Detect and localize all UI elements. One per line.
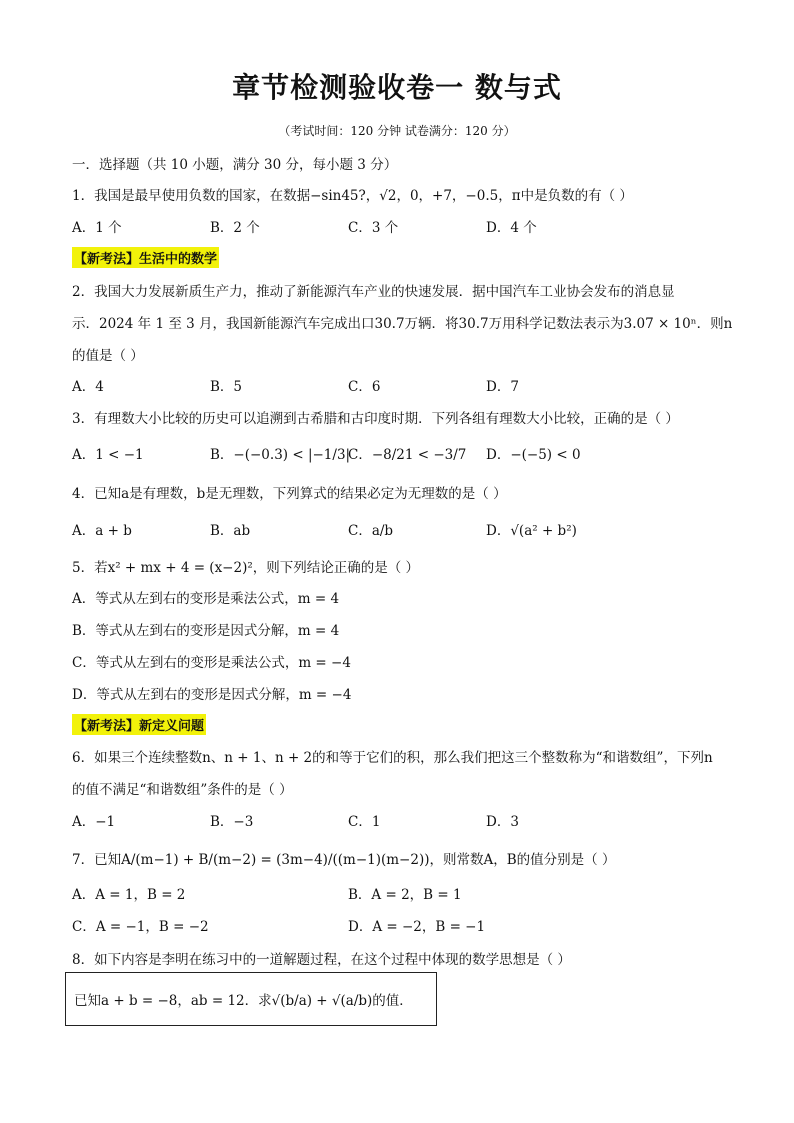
q6-option-b: B．−3 xyxy=(210,814,254,830)
q7-option-b: B．A = 2，B = 1 xyxy=(348,887,462,903)
q2-option-c: C．6 xyxy=(348,379,381,395)
question-2-line-2: 示．2024 年 1 至 3 月，我国新能源汽车完成出口30.7万辆．将30.7万用科学记数法表示为3.07 × 10ⁿ．则n xyxy=(72,316,733,332)
q1-option-c: C．3 个 xyxy=(348,220,399,236)
solution-box-text: 已知a + b = −8，ab = 12．求√(b/a) + √(a/b)的值． xyxy=(74,993,413,1009)
question-7: 7．已知A/(m−1) + B/(m−2) = (3m−4)/((m−1)(m−2))，则常数A，B的值分别是（ ） xyxy=(72,852,616,868)
q3-option-d: D．−(−5) < 0 xyxy=(486,447,581,463)
q5-option-d: D．等式从左到右的变形是因式分解，m = −4 xyxy=(72,687,352,703)
question-2-line-1: 2．我国大力发展新质生产力，推动了新能源汽车产业的快速发展．据中国汽车工业协会发布的消息显 xyxy=(72,284,675,300)
solution-box xyxy=(65,972,437,1026)
q1-option-b: B．2 个 xyxy=(210,220,260,236)
q2-option-b: B．5 xyxy=(210,379,243,395)
tag-life-math: 【新考法】生活中的数学 xyxy=(72,247,219,268)
q2-option-d: D．7 xyxy=(486,379,519,395)
question-8: 8．如下内容是李明在练习中的一道解题过程，在这个过程中体现的数学思想是（ ） xyxy=(72,952,571,968)
q6-option-c: C．1 xyxy=(348,814,381,830)
tag-new-definition: 【新考法】新定义问题 xyxy=(72,714,206,735)
q3-option-a: A．1 < −1 xyxy=(72,447,144,463)
question-1: 1．我国是最早使用负数的国家，在数据−sin45?，√2，0，+7，−0.5，π中是负数的有（ ） xyxy=(72,188,633,204)
q5-option-a: A．等式从左到右的变形是乘法公式，m = 4 xyxy=(72,591,340,607)
q5-option-c: C．等式从左到右的变形是乘法公式，m = −4 xyxy=(72,655,351,671)
q5-option-b: B．等式从左到右的变形是因式分解，m = 4 xyxy=(72,623,340,639)
question-5: 5．若x² + mx + 4 = (x−2)²，则下列结论正确的是（ ） xyxy=(72,560,420,576)
question-3: 3．有理数大小比较的历史可以追溯到古希腊和古印度时期．下列各组有理数大小比较，正确的是（ ） xyxy=(72,411,679,427)
q3-option-c: C．−8/21 < −3/7 xyxy=(348,447,467,463)
q7-option-d: D．A = −2，B = −1 xyxy=(348,919,486,935)
q4-option-a: A．a + b xyxy=(72,523,132,539)
q6-option-d: D．3 xyxy=(486,814,519,830)
page-title: 章节检测验收卷一 数与式 xyxy=(232,71,562,104)
q3-option-b: B．−(−0.3) < |−1/3| xyxy=(210,447,351,463)
section-heading: 一．选择题（共 10 小题，满分 30 分，每小题 3 分） xyxy=(72,157,398,173)
question-2-line-3: 的值是（ ） xyxy=(72,348,144,364)
q1-option-d: D．4 个 xyxy=(486,220,537,236)
question-4: 4．已知a是有理数，b是无理数，下列算式的结果必定为无理数的是（ ） xyxy=(72,486,507,502)
exam-info: （考试时间：120 分钟 试卷满分：120 分） xyxy=(278,124,516,138)
q4-option-b: B．ab xyxy=(210,523,251,539)
question-6-line-2: 的值不满足“和谐数组”条件的是（ ） xyxy=(72,782,293,798)
q4-option-c: C．a/b xyxy=(348,523,394,539)
q1-option-a: A．1 个 xyxy=(72,220,122,236)
q2-option-a: A．4 xyxy=(72,379,104,395)
q6-option-a: A．−1 xyxy=(72,814,116,830)
question-6-line-1: 6．如果三个连续整数n、n + 1、n + 2的和等于它们的积，那么我们把这三个整数称为“和谐数组”，下列n xyxy=(72,750,713,766)
q7-option-a: A．A = 1，B = 2 xyxy=(72,887,186,903)
q4-option-d: D．√(a² + b²) xyxy=(486,523,577,539)
q7-option-c: C．A = −1，B = −2 xyxy=(72,919,209,935)
